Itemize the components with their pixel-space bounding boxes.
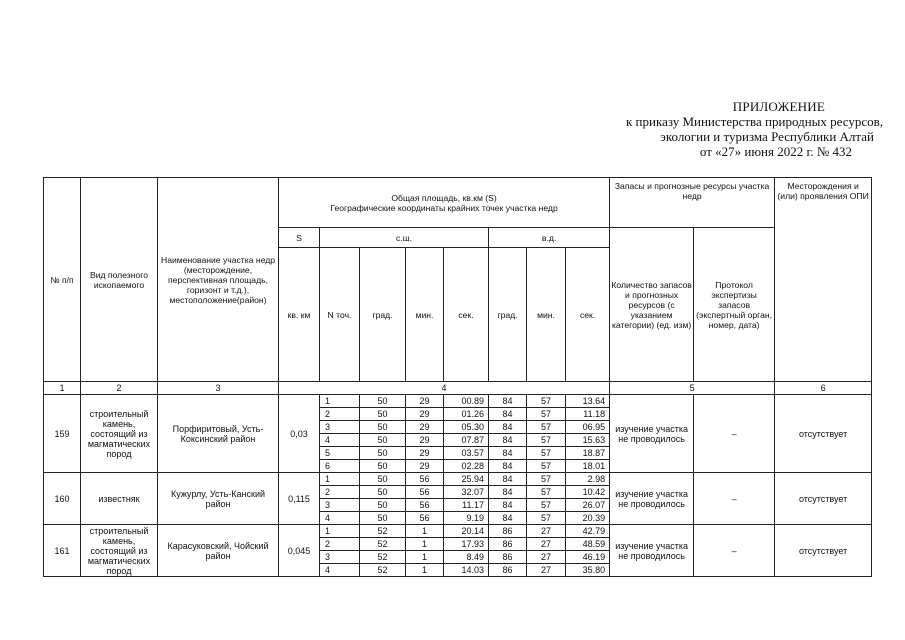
lon-deg: 86 [489,551,527,564]
lon-deg: 84 [489,447,527,460]
header-coords-title: Географические координаты крайних точек участка недр [330,202,558,213]
lat-deg: 50 [360,447,406,460]
lon-sec: 11.18 [566,408,610,421]
lat-min: 56 [406,499,444,512]
lon-min: 57 [527,499,566,512]
lon-min: 27 [527,538,566,551]
lon-deg: 84 [489,486,527,499]
lon-min: 57 [527,434,566,447]
lon-deg: 84 [489,512,527,525]
subsoil-sites-table [43,177,872,577]
site-ops: отсутствует [775,473,872,525]
header-area-title: Общая площадь, кв.км (S) [391,192,497,203]
lon-deg: 86 [489,564,527,577]
lon-deg: 84 [489,421,527,434]
lat-deg: 50 [360,395,406,408]
colnum-4: 4 [279,382,610,395]
site-name: Кужурлу, Усть-Канский район [158,473,279,525]
appendix-title: ПРИЛОЖЕНИЕ [732,99,825,114]
point-number: 2 [320,538,360,551]
column-number-row [44,382,872,395]
header-reserves: Запасы и прогнозные ресурсы участка недр [610,178,775,228]
header-area-coords [279,178,610,228]
lon-min: 57 [527,486,566,499]
header-s: S [279,228,320,248]
lat-min: 1 [406,564,444,577]
lon-sec: 13.64 [566,395,610,408]
lon-deg: 86 [489,525,527,538]
lon-sec: 10.42 [566,486,610,499]
lon-sec: 35.80 [566,564,610,577]
site-mineral: известняк [81,473,158,525]
point-number: 4 [320,434,360,447]
lat-deg: 50 [360,486,406,499]
lat-sec: 9.19 [444,512,489,525]
lon-deg: 84 [489,473,527,486]
site-reserves: изучение участка не проводилось [610,395,694,473]
header-reserves-qty: Количество запасов и прогнозных ресурсов (с указанием категории) (ед. изм) [610,228,694,382]
lat-min: 29 [406,434,444,447]
lon-min: 27 [527,525,566,538]
lat-sec: 05.30 [444,421,489,434]
ministry-line: экологии и туризма Республики Алтай [660,129,874,144]
lat-min: 1 [406,525,444,538]
point-number: 3 [320,499,360,512]
point-number: 5 [320,447,360,460]
lat-sec: 17.93 [444,538,489,551]
lon-deg: 84 [489,395,527,408]
lon-sec: 2.98 [566,473,610,486]
point-number: 1 [320,395,360,408]
site-area: 0,03 [279,395,320,473]
colnum-5: 5 [610,382,775,395]
site-expertise: – [694,525,775,577]
lat-min: 56 [406,486,444,499]
lat-min: 29 [406,408,444,421]
appendix-heading [523,99,883,159]
lon-min: 57 [527,395,566,408]
site-expertise: – [694,395,775,473]
site-reserves: изучение участка не проводилось [610,525,694,577]
lat-deg: 52 [360,538,406,551]
lat-deg: 50 [360,473,406,486]
lat-deg: 50 [360,421,406,434]
point-number: 4 [320,512,360,525]
lat-sec: 8.49 [444,551,489,564]
lon-sec: 18.87 [566,447,610,460]
colnum-3: 3 [158,382,279,395]
lon-deg: 84 [489,499,527,512]
header-sq-km: кв. км [279,248,320,382]
site-mineral: строительный камень, состоящий из магматических пород [81,525,158,577]
point-number: 2 [320,486,360,499]
lat-min: 29 [406,447,444,460]
table-row [44,395,872,408]
lat-sec: 00.89 [444,395,489,408]
header-ops: Месторождения и (или) проявления ОПИ [775,178,872,382]
header-site-name: Наименование участка недр (месторождение, перспективная площадь, горизонт и т.д.), местоположение(район) [158,178,279,382]
lon-sec: 20.39 [566,512,610,525]
lon-deg: 86 [489,538,527,551]
lon-min: 57 [527,473,566,486]
header-lat-sec: сек. [444,248,489,382]
lat-sec: 01.26 [444,408,489,421]
site-id: 159 [44,395,81,473]
lon-min: 57 [527,421,566,434]
lat-deg: 50 [360,408,406,421]
lat-min: 29 [406,460,444,473]
lat-sec: 32.07 [444,486,489,499]
header-lon-min: мин. [527,248,566,382]
lat-sec: 11.17 [444,499,489,512]
lat-deg: 50 [360,434,406,447]
lat-deg: 50 [360,512,406,525]
colnum-6: 6 [775,382,872,395]
lon-sec: 48.59 [566,538,610,551]
point-number: 3 [320,551,360,564]
site-name: Карасуковский, Чойский район [158,525,279,577]
header-north-lat: с.ш. [320,228,489,248]
lat-deg: 50 [360,460,406,473]
site-area: 0,045 [279,525,320,577]
point-number: 1 [320,473,360,486]
lat-min: 29 [406,421,444,434]
lon-min: 27 [527,551,566,564]
lon-sec: 18.01 [566,460,610,473]
lon-deg: 84 [489,434,527,447]
lon-min: 27 [527,564,566,577]
header-east-lon: в.д. [489,228,610,248]
lat-deg: 52 [360,564,406,577]
lat-deg: 52 [360,525,406,538]
order-date-line: от «27» июня 2022 г. № 432 [699,144,852,159]
header-lon-deg: град. [489,248,527,382]
point-number: 2 [320,408,360,421]
lat-sec: 03.57 [444,447,489,460]
site-mineral: строительный камень, состоящий из магматических пород [81,395,158,473]
site-id: 160 [44,473,81,525]
header-mineral-type: Вид полезного ископаемого [81,178,158,382]
lon-sec: 06.95 [566,421,610,434]
lon-deg: 84 [489,460,527,473]
lon-sec: 26.07 [566,499,610,512]
header-lat-min: мин. [406,248,444,382]
lon-min: 57 [527,460,566,473]
order-ref-line: к приказу Министерства природных ресурсов, [625,114,883,129]
header-expertise: Протокол экспертизы запасов (экспертный орган, номер, дата) [694,228,775,382]
lon-sec: 42.79 [566,525,610,538]
lon-min: 57 [527,447,566,460]
lat-min: 1 [406,551,444,564]
header-lat-deg: град. [360,248,406,382]
lat-sec: 20.14 [444,525,489,538]
lon-sec: 15.63 [566,434,610,447]
lat-min: 29 [406,395,444,408]
site-area: 0,115 [279,473,320,525]
site-ops: отсутствует [775,395,872,473]
header-num: № п/п [44,178,81,382]
table-row [44,525,872,538]
table-row [44,473,872,486]
lat-deg: 52 [360,551,406,564]
lon-min: 57 [527,512,566,525]
site-id: 161 [44,525,81,577]
point-number: 1 [320,525,360,538]
colnum-1: 1 [44,382,81,395]
site-reserves: изучение участка не проводилось [610,473,694,525]
site-ops: отсутствует [775,525,872,577]
lon-min: 57 [527,408,566,421]
lat-sec: 25.94 [444,473,489,486]
site-expertise: – [694,473,775,525]
point-number: 3 [320,421,360,434]
point-number: 4 [320,564,360,577]
lat-min: 1 [406,538,444,551]
lat-min: 56 [406,473,444,486]
site-name: Порфиритовый, Усть-Коксинский район [158,395,279,473]
colnum-2: 2 [81,382,158,395]
lat-deg: 50 [360,499,406,512]
lat-sec: 02.28 [444,460,489,473]
header-point-no: N точ. [320,248,360,382]
point-number: 6 [320,460,360,473]
lat-sec: 14.03 [444,564,489,577]
lon-sec: 46.19 [566,551,610,564]
table-body [44,382,872,577]
lon-deg: 84 [489,408,527,421]
header-lon-sec: сек. [566,248,610,382]
lat-sec: 07.87 [444,434,489,447]
lat-min: 56 [406,512,444,525]
